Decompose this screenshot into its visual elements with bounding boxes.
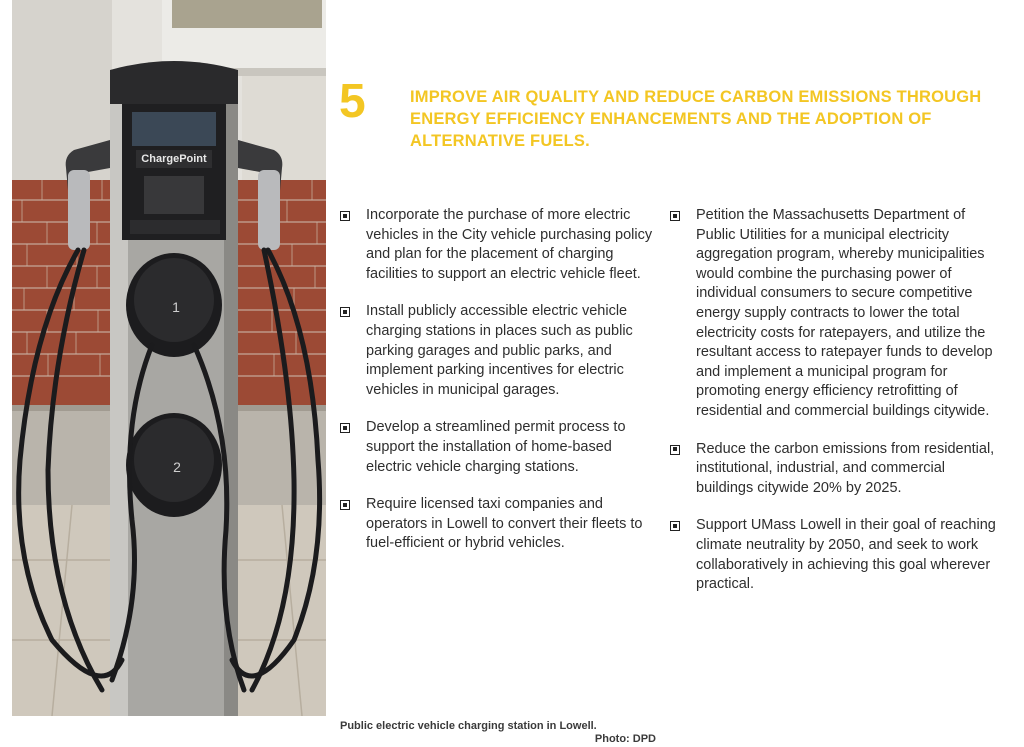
square-bullet-icon bbox=[670, 445, 680, 455]
square-bullet-icon bbox=[670, 211, 680, 221]
list-item bbox=[340, 418, 656, 477]
goal-heading: IMPROVE AIR QUALITY AND REDUCE CARBON EMISSIONS THROUGH ENERGY EFFICIENCY ENHANCEMENTS AND THE ADOPTION OF ALTERNATIVE FUELS. bbox=[410, 88, 982, 150]
square-bullet-icon bbox=[340, 423, 350, 433]
photo-credit: Photo: DPD bbox=[594, 733, 656, 745]
list-item-text: Reduce the carbon emissions from residential, institutional, industrial, and commercial buildings citywide 20% by 2025. bbox=[696, 440, 995, 496]
list-item bbox=[670, 440, 1000, 499]
photo-caption bbox=[340, 720, 660, 746]
port-1-label: 1 bbox=[172, 299, 180, 315]
goal-number: 5 bbox=[339, 75, 366, 128]
chargepoint-logo: ChargePoint bbox=[141, 153, 207, 165]
right-bullet-list bbox=[670, 206, 1000, 613]
port-2-label: 2 bbox=[173, 459, 181, 475]
list-item-text: Support UMass Lowell in their goal of reaching climate neutrality by 2050, and seek to work collaboratively in achieving this goal wherever practical. bbox=[696, 517, 996, 593]
square-bullet-icon bbox=[340, 500, 350, 510]
list-item bbox=[340, 495, 656, 554]
list-item bbox=[340, 206, 656, 284]
square-bullet-icon bbox=[670, 521, 680, 531]
list-item-text: Incorporate the purchase of more electric vehicles in the City vehicle purchasing policy and plan for the placement of charging facilities to support an electric vehicle fleet. bbox=[366, 207, 653, 282]
charging-station-photo bbox=[12, 0, 326, 716]
list-item-text: Develop a streamlined permit process to support the installation of home-based electric vehicle charging stations. bbox=[366, 419, 626, 475]
list-item-text: Require licensed taxi companies and operators in Lowell to convert their fleets to fuel-efficient or hybrid vehicles. bbox=[366, 496, 643, 552]
square-bullet-icon bbox=[340, 211, 350, 221]
list-item-text: Petition the Massachusetts Department of Public Utilities for a municipal electricity aggregation program, whereby municipalities would combine the purchasing power of individual consumers to secure competitive energy supply contracts to lower the total electricity costs for ratepayers, and utilize the resultant access to ratepayer funds to develop and implement a municipal program for promoting energy efficiency retrofitting of residential and commercial buildings citywide. bbox=[696, 207, 993, 419]
list-item bbox=[340, 302, 656, 400]
square-bullet-icon bbox=[340, 307, 350, 317]
list-item-text: Install publicly accessible electric vehicle charging stations in places such as public parking garages and public parks, and implement parking incentives for electric vehicles in municipal garages. bbox=[366, 303, 633, 398]
caption-text: Public electric vehicle charging station in Lowell. bbox=[340, 720, 597, 732]
list-item bbox=[670, 516, 1000, 594]
list-item bbox=[670, 206, 1000, 422]
left-bullet-list bbox=[340, 206, 656, 572]
